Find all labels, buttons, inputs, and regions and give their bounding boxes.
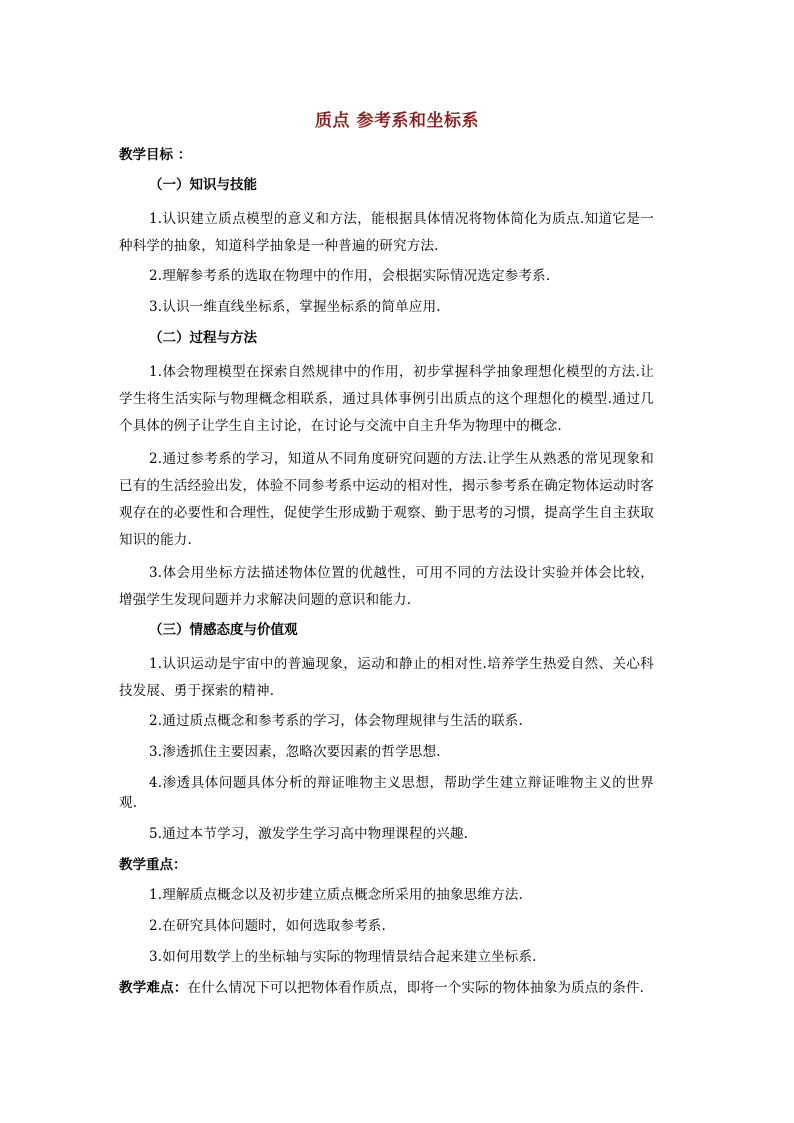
page-title: 质点 参考系和坐标系 xyxy=(315,111,479,131)
paragraph: 1.认识建立质点模型的意义和方法，能根据具体情况将物体简化为质点.知道它是一种科学的抽象，知道科学抽象是一种普遍的研究方法. xyxy=(119,211,654,254)
paragraph: 2.理解参考系的选取在物理中的作用，会根据实际情况选定参考系. xyxy=(149,268,551,284)
paragraph: 5.通过本节学习，激发学生学习高中物理课程的兴趣. xyxy=(149,826,469,842)
document-body xyxy=(119,145,654,998)
paragraph: 1.认识运动是宇宙中的普遍现象，运动和静止的相对性.培养学生热爱自然、关心科技发展、勇于探索的精神. xyxy=(119,656,654,699)
difficulty-label: 教学难点： xyxy=(119,980,188,996)
section-heading-knowledge-skills: （一）知识与技能 xyxy=(149,177,257,193)
paragraph: 2.通过质点概念和参考系的学习，体会物理规律与生活的联系. xyxy=(149,713,523,729)
objectives-heading: 教学目标 ： xyxy=(119,147,192,163)
paragraph: 4.渗透具体问题具体分析的辩证唯物主义思想，帮助学生建立辩证唯物主义的世界观. xyxy=(119,775,654,811)
paragraph: 2.在研究具体问题时，如何选取参考系. xyxy=(149,918,386,934)
key-points-heading: 教学重点： xyxy=(119,857,187,873)
paragraph: 3.如何用数学上的坐标轴与实际的物理情景结合起来建立坐标系. xyxy=(149,949,537,965)
paragraph: 3.渗透抓住主要因素，忽略次要因素的哲学思想. xyxy=(149,744,441,760)
difficulty-text: 在什么情况下可以把物体看作质点，即将一个实际的物体抽象为质点的条件. xyxy=(187,980,645,996)
paragraph: 3.体会用坐标方法描述物体位置的优越性，可用不同的方法设计实验并体会比较，增强学生发现问题并力求解决问题的意识和能力. xyxy=(119,565,654,608)
paragraph: 1.体会物理模型在探索自然规律中的作用，初步掌握科学抽象理想化模型的方法.让学生将生活实际与物理概念相联系，通过具体事例引出质点的这个理想化的模型.通过几个具体的例子让学生自主讨论，在讨论与交流中自主升华为物理中的概念. xyxy=(119,364,654,434)
section-heading-emotion-values: （三）情感态度与价值观 xyxy=(149,622,298,638)
paragraph: 2.通过参考系的学习，知道从不同角度研究问题的方法.让学生从熟悉的常见现象和已有的生活经验出发，体验不同参考系中运动的相对性，揭示参考系在确定物体运动时客观存在的必要性和合理性，促使学生形成勤于观察、勤于思考的习惯，提高学生自主获取知识的能力. xyxy=(119,451,654,548)
difficulty-paragraph xyxy=(119,978,654,998)
section-heading-process-method: （二）过程与方法 xyxy=(149,330,257,346)
paragraph: 3.认识一维直线坐标系，掌握坐标系的简单应用. xyxy=(149,299,441,315)
paragraph: 1.理解质点概念以及初步建立质点概念所采用的抽象思维方法. xyxy=(149,887,523,903)
